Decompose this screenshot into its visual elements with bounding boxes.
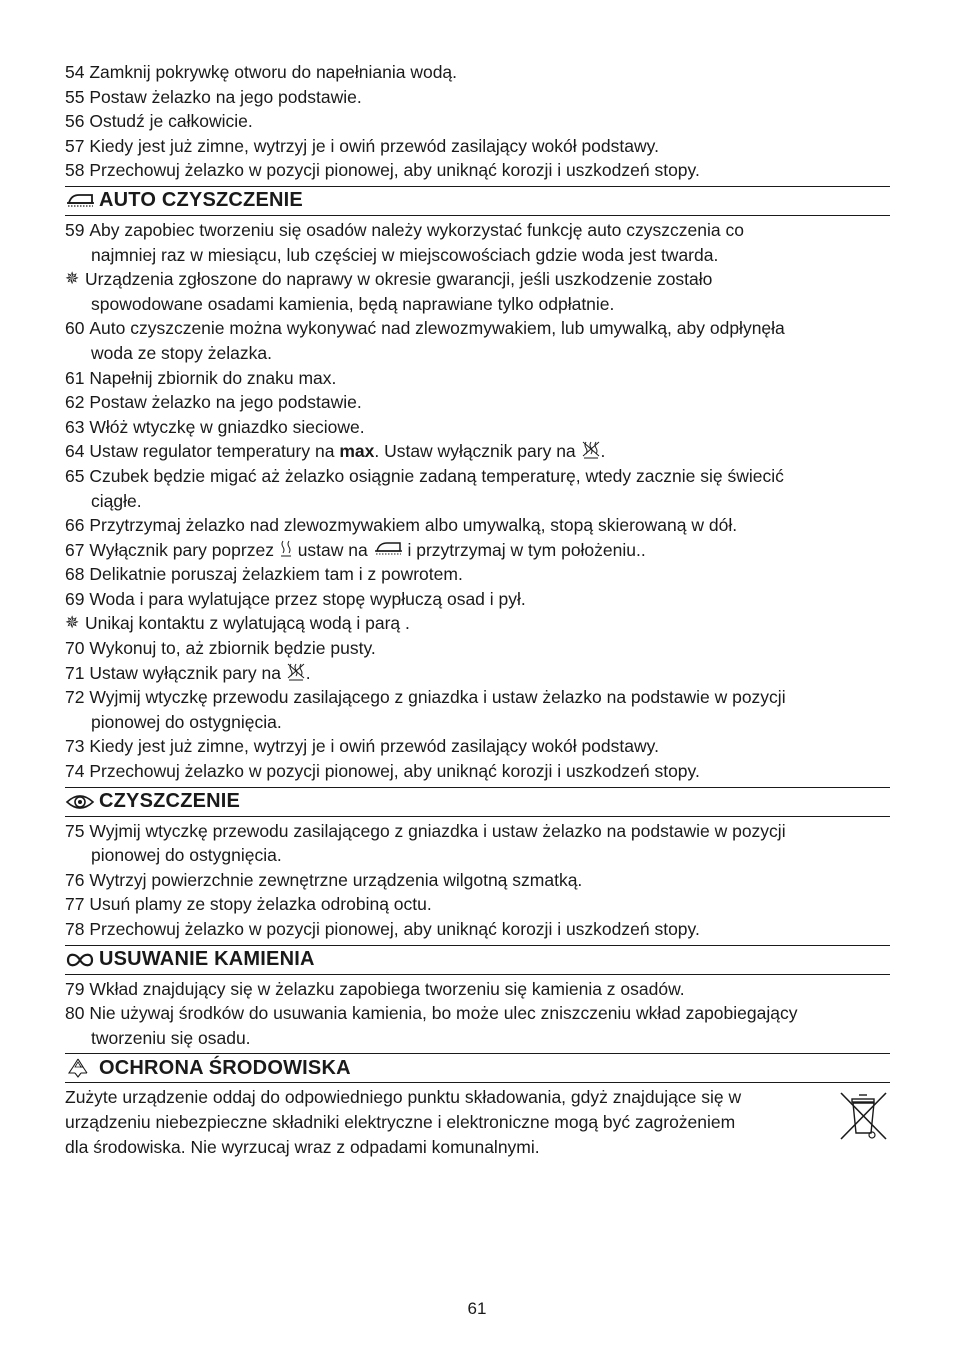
list-item: 80 Nie używaj środków do usuwania kamienia, bo może ulec zniszczeniu wkład zapobiegający bbox=[65, 1003, 798, 1024]
item-number: 54 bbox=[65, 62, 90, 82]
list-item: 67 Wyłącznik pary poprzez ustaw na i przytrzymaj w tym położeniu.. bbox=[65, 539, 646, 560]
warning-star-icon: ✵ bbox=[65, 613, 80, 633]
list-item: 61 Napełnij zbiornik do znaku max. bbox=[65, 367, 337, 388]
list-item-continuation: pionowej do ostygnięcia. bbox=[91, 845, 282, 866]
list-item: 65 Czubek będzie migać aż żelazko osiągnie zadaną temperaturę, wtedy zacznie się świecić bbox=[65, 465, 784, 486]
environment-text: Zużyte urządzenie oddaj do odpowiedniego punktu składowania, gdyż znajdujące się w urządzeniu niebezpieczne składniki elektryczne i elektroniczne mogą być zagrożeniem dla środowiska. Nie wyrzucaj wraz z odpadami komunalnymi. bbox=[65, 1087, 742, 1157]
infinity-icon bbox=[65, 947, 99, 973]
list-item: 63 Włóż wtyczkę w gniazdko sieciowe. bbox=[65, 416, 365, 437]
list-item: 72 Wyjmij wtyczkę przewodu zasilającego z gniazdka i ustaw żelazko na podstawie w pozycji bbox=[65, 687, 786, 708]
list-item bbox=[65, 134, 890, 159]
iron-soleplate-icon bbox=[65, 188, 99, 214]
warning-note: ✵ Urządzenia zgłoszone do naprawy w okresie gwarancji, jeśli uszkodzenie zostało bbox=[65, 267, 890, 292]
item-number: 56 bbox=[65, 111, 90, 132]
steam-off-icon bbox=[286, 662, 306, 682]
item-text: Kiedy jest już zimne, wytrzyj je i owiń przewód zasilający wokół podstawy. bbox=[89, 135, 659, 156]
item-text: Przechowuj żelazko w pozycji pionowej, aby uniknąć korozji i uszkodzeń stopy. bbox=[89, 160, 700, 181]
item-text: Zamknij pokrywkę otworu do napełniania wodą. bbox=[89, 62, 458, 82]
list-item: 79 Wkład znajdujący się w żelazku zapobiega tworzeniu się kamienia z osadów. bbox=[65, 978, 685, 999]
item-number: 58 bbox=[65, 160, 90, 181]
list-item: 73 Kiedy jest już zimne, wytrzyj je i owiń przewód zasilający wokół podstawy. bbox=[65, 736, 659, 757]
steam-on-icon bbox=[279, 539, 293, 559]
list-item-continuation: tworzeniu się osadu. bbox=[91, 1027, 251, 1048]
item-number: 55 bbox=[65, 86, 90, 107]
section-header-environment bbox=[65, 1053, 890, 1083]
list-item: 62 Postaw żelazko na jego podstawie. bbox=[65, 392, 362, 413]
crossed-bin-icon bbox=[838, 1089, 890, 1143]
iron-soleplate-icon bbox=[373, 539, 403, 559]
list-item bbox=[65, 85, 890, 110]
item-text: Ostudź je całkowicie. bbox=[89, 111, 253, 132]
warning-star-icon: ✵ bbox=[65, 269, 80, 289]
section-title: CZYSZCZENIE bbox=[99, 790, 241, 813]
warning-note: ✵ Unikaj kontaktu z wylatującą wodą i parą . bbox=[65, 611, 890, 636]
list-item bbox=[65, 109, 890, 134]
section-title: AUTO CZYSZCZENIE bbox=[99, 189, 303, 212]
page-content bbox=[65, 60, 890, 1159]
steam-off-icon bbox=[581, 440, 601, 460]
list-item: 59 Aby zapobiec tworzeniu się osadów należy wykorzystać funkcję auto czyszczenia co bbox=[65, 219, 744, 240]
section-header-auto-cleaning bbox=[65, 186, 890, 216]
list-item: 74 Przechowuj żelazko w pozycji pionowej, aby uniknąć korozji i uszkodzeń stopy. bbox=[65, 761, 700, 782]
list-item-continuation: ciągłe. bbox=[91, 490, 142, 511]
list-item: 77 Usuń plamy ze stopy żelazka odrobiną octu. bbox=[65, 894, 432, 915]
list-item: 75 Wyjmij wtyczkę przewodu zasilającego z gniazdka i ustaw żelazko na podstawie w pozycji bbox=[65, 820, 786, 841]
list-item: 64 Ustaw regulator temperatury na max. Ustaw wyłącznik pary na . bbox=[65, 441, 606, 462]
list-item: 69 Woda i para wylatujące przez stopę wypłuczą osad i pył. bbox=[65, 588, 526, 609]
list-item: 68 Delikatnie poruszaj żelazkiem tam i z powrotem. bbox=[65, 564, 463, 585]
list-item bbox=[65, 60, 890, 85]
eye-icon bbox=[65, 789, 99, 815]
list-item: 76 Wytrzyj powierzchnie zewnętrzne urządzenia wilgotną szmatką. bbox=[65, 869, 583, 890]
section-title: USUWANIE KAMIENIA bbox=[99, 948, 315, 971]
recycle-icon bbox=[65, 1055, 99, 1081]
section-title: OCHRONA ŚRODOWISKA bbox=[99, 1056, 351, 1079]
list-item: 70 Wykonuj to, aż zbiornik będzie pusty. bbox=[65, 638, 376, 659]
list-item-continuation: najmniej raz w miesiącu, lub częściej w miejscowościach gdzie woda jest twarda. bbox=[91, 244, 719, 265]
section-header-cleaning bbox=[65, 787, 890, 817]
list-item: 60 Auto czyszczenie można wykonywać nad zlewozmywakiem, lub umywalką, aby odpłynęła bbox=[65, 318, 785, 339]
section-header-descaling bbox=[65, 945, 890, 975]
page-number: 61 bbox=[467, 1299, 487, 1318]
list-item: 66 Przytrzymaj żelazko nad zlewozmywakiem albo umywalką, stopą skierowaną w dół. bbox=[65, 515, 738, 536]
item-number: 57 bbox=[65, 135, 90, 156]
list-item: 78 Przechowuj żelazko w pozycji pionowej, aby uniknąć korozji i uszkodzeń stopy. bbox=[65, 919, 700, 939]
list-item-continuation: woda ze stopy żelazka. bbox=[91, 342, 272, 363]
list-item-continuation: pionowej do ostygnięcia. bbox=[91, 711, 282, 732]
list-item-continuation: spowodowane osadami kamienia, będą naprawiane tylko odpłatnie. bbox=[91, 293, 615, 314]
environment-paragraph bbox=[65, 1085, 890, 1159]
item-text: Postaw żelazko na jego podstawie. bbox=[89, 86, 362, 107]
list-item bbox=[65, 158, 890, 183]
list-item: 71 Ustaw wyłącznik pary na . bbox=[65, 662, 311, 683]
